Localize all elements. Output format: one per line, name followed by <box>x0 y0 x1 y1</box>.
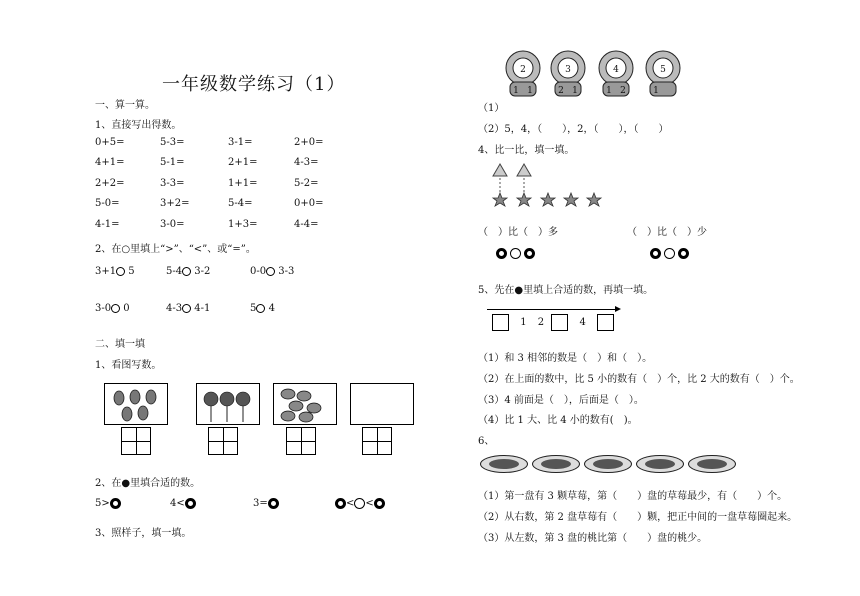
question-6-1: （1）第一盘有 3 颗草莓，第（ ）盘的草莓最少，有（ ）个。 <box>478 491 788 502</box>
calc-item: 5-0= <box>95 198 120 209</box>
star-icon <box>517 193 531 206</box>
question-5-4: （4）比 1 大、比 4 小的数有( )。 <box>478 415 638 426</box>
question-2-3: 3、照样子，填一填。 <box>95 528 192 539</box>
answer-grid[interactable] <box>208 427 238 455</box>
filled-dot-icon[interactable] <box>110 498 121 509</box>
page-title: 一年级数学练习（1） <box>162 74 346 95</box>
plate-icon <box>532 455 580 473</box>
fill-item <box>335 498 385 509</box>
compare-item <box>250 266 294 277</box>
blank-circle-icon[interactable] <box>256 304 265 313</box>
calc-item: 1+1= <box>228 178 258 189</box>
badge-split: 1 <box>606 86 612 96</box>
blank-circle-icon[interactable] <box>116 267 125 276</box>
badge-split: 1 <box>572 86 578 96</box>
triangles-stars <box>488 160 608 212</box>
calc-item: 0+5= <box>95 137 125 148</box>
compare-right: 5 <box>128 266 135 277</box>
number-line <box>487 309 619 310</box>
badge-split: 1 <box>527 86 533 96</box>
filled-dot-icon[interactable] <box>496 248 507 259</box>
compare-left: 4-3 <box>166 303 183 314</box>
badge-number: 3 <box>565 65 571 75</box>
fill-item <box>170 498 196 509</box>
calc-item: 1+3= <box>228 219 258 230</box>
compare-item <box>250 303 275 314</box>
compare-right: 3-3 <box>278 266 295 277</box>
question-5-3: （3）4 前面是（ ），后面是（ ）。 <box>478 395 644 406</box>
fill-text: < <box>346 498 355 509</box>
blank-circle-icon[interactable] <box>510 248 521 259</box>
picture-candies <box>273 383 337 425</box>
blank-circle-icon[interactable] <box>182 267 191 276</box>
triangle-icon <box>493 164 507 176</box>
circle-compare-1 <box>496 248 535 259</box>
circle-compare-2 <box>650 248 689 259</box>
picture-pinwheels <box>196 383 260 425</box>
plate-icon <box>636 455 684 473</box>
answer-grid[interactable] <box>286 427 316 455</box>
calc-item: 3+2= <box>160 198 190 209</box>
calc-item: 2+1= <box>228 157 258 168</box>
star-icon <box>587 193 601 206</box>
filled-dot-icon[interactable] <box>268 498 279 509</box>
compare-left: 5-4 <box>166 266 183 277</box>
picture-empty <box>350 383 414 425</box>
blank-circle-icon[interactable] <box>354 498 365 509</box>
compare-right: 0 <box>123 303 130 314</box>
calc-item: 4-1= <box>95 219 120 230</box>
question-2-2: 2、在●里填合适的数。 <box>95 478 201 489</box>
compare-left: 3-0 <box>95 303 112 314</box>
pinwheel-icon <box>197 384 259 424</box>
badge-split: 2 <box>620 86 626 96</box>
star-icon <box>493 193 507 206</box>
calc-item: 5-1= <box>160 157 185 168</box>
filled-dot-icon[interactable] <box>374 498 385 509</box>
fill-text: 4< <box>170 498 185 509</box>
question-4: 4、比一比，填一填。 <box>478 145 575 156</box>
question-5-1: （1）和 3 相邻的数是（ ）和（ ）。 <box>478 353 653 364</box>
question-2-1: 1、看图写数。 <box>95 360 162 371</box>
fill-text: 3= <box>253 498 268 509</box>
number-badges <box>500 48 690 100</box>
section-2-heading: 二、填一填 <box>95 339 145 350</box>
badge-number: 2 <box>520 65 526 75</box>
star-icon <box>541 193 555 206</box>
compare-item <box>166 266 210 277</box>
compare-more: （ ）比（ ）多 <box>478 227 558 238</box>
number-line-items <box>492 314 614 331</box>
filled-dot-icon[interactable] <box>524 248 535 259</box>
compare-left: 3+1 <box>95 266 117 277</box>
badge-split: 2 <box>558 86 564 96</box>
calc-item: 3-3= <box>160 178 185 189</box>
line-number: 4 <box>579 317 586 328</box>
fill-text: < <box>365 498 374 509</box>
calc-item: 2+0= <box>294 137 324 148</box>
triangle-icon <box>517 164 531 176</box>
badge-number: 4 <box>613 65 619 75</box>
calc-item: 2+2= <box>95 178 125 189</box>
fill-text: 5> <box>95 498 110 509</box>
badge-split: 1 <box>513 86 519 96</box>
line-number: 1 <box>520 317 527 328</box>
compare-item <box>95 266 135 277</box>
calc-item: 3-0= <box>160 219 185 230</box>
calc-item: 0+0= <box>294 198 324 209</box>
question-5: 5、先在●里填上合适的数，再填一填。 <box>478 285 654 296</box>
section-1-heading: 一、算一算。 <box>95 100 155 111</box>
badge-number: 5 <box>660 65 666 75</box>
answer-box[interactable] <box>597 314 614 331</box>
compare-item <box>95 303 130 314</box>
answer-grid[interactable] <box>121 427 151 455</box>
answer-box[interactable] <box>551 314 568 331</box>
question-6: 6、 <box>478 436 495 447</box>
calc-item: 4-3= <box>294 157 319 168</box>
question-5-2: （2）在上面的数中，比 5 小的数有（ ）个，比 2 大的数有（ ）个。 <box>478 374 800 385</box>
compare-left: 0-0 <box>250 266 267 277</box>
calc-item: 5-2= <box>294 178 319 189</box>
compare-left: 5 <box>250 303 257 314</box>
answer-box[interactable] <box>492 314 509 331</box>
filled-dot-icon[interactable] <box>678 248 689 259</box>
calc-item: 5-4= <box>228 198 253 209</box>
arrow-right-icon <box>615 306 621 312</box>
calc-item: 4-4= <box>294 219 319 230</box>
compare-right: 4 <box>268 303 275 314</box>
answer-grid[interactable] <box>362 427 392 455</box>
filled-dot-icon[interactable] <box>185 498 196 509</box>
compare-right: 4-1 <box>194 303 211 314</box>
question-6-3: （3）从左数，第 3 盘的桃比第（ ）盘的桃少。 <box>478 533 708 544</box>
calc-item: 3-1= <box>228 137 253 148</box>
fill-item <box>95 498 121 509</box>
line-number: 2 <box>537 317 545 328</box>
calc-item: 5-3= <box>160 137 185 148</box>
candy-icon <box>274 384 336 424</box>
calc-item: 4+1= <box>95 157 125 168</box>
blank-circle-icon[interactable] <box>664 248 675 259</box>
plate-icon <box>584 455 632 473</box>
pear-icon <box>105 384 167 424</box>
blank-circle-icon[interactable] <box>266 267 275 276</box>
badge-split: 1 <box>653 86 659 96</box>
fill-item <box>253 498 279 509</box>
compare-right: 3-2 <box>194 266 211 277</box>
picture-pears <box>104 383 168 425</box>
star-icon <box>564 193 578 206</box>
filled-dot-icon[interactable] <box>650 248 661 259</box>
filled-dot-icon[interactable] <box>335 498 346 509</box>
blank-circle-icon[interactable] <box>182 304 191 313</box>
compare-item <box>166 303 210 314</box>
pattern-part-1: （1） <box>478 103 505 114</box>
question-6-2: （2）从右数，第 2 盘草莓有（ ）颗，把正中间的一盘草莓圈起来。 <box>478 512 798 523</box>
compare-less: （ ）比（ ）少 <box>627 227 707 238</box>
blank-circle-icon[interactable] <box>111 304 120 313</box>
pattern-part-2: （2）5，4，（ ），2，（ ），（ ） <box>478 124 669 135</box>
plate-icon <box>688 455 736 473</box>
plate-icon <box>480 455 528 473</box>
question-1-1: 1、直接写出得数。 <box>95 120 182 131</box>
question-1-2: 2、在○里填上“>”、“<”、或“=”。 <box>95 244 256 255</box>
